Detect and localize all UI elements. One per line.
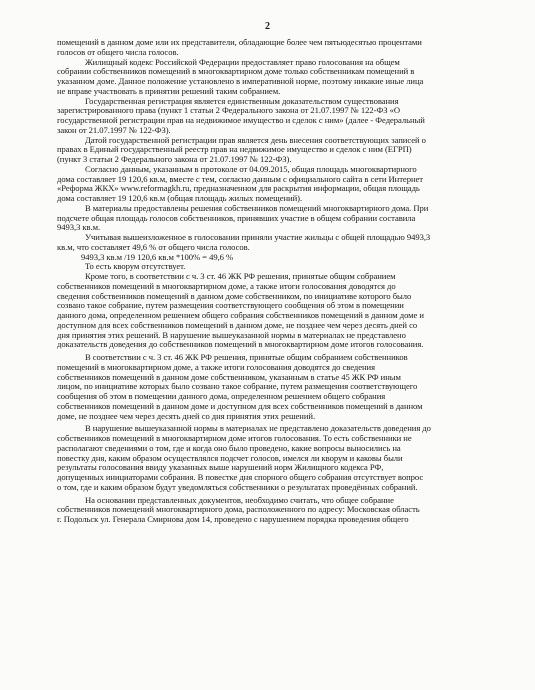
text-line: сообщения об этом в помещении данного дома, определенном решением общего собрания xyxy=(57,392,386,401)
text-line: То есть кворум отсутствует. xyxy=(85,262,186,272)
text-line: помещений в многоквартирном доме, а также итоги голосования доводятся до сведения xyxy=(57,362,375,372)
paragraph xyxy=(57,136,503,165)
text-line: располагают сведениями о том, где и когда оно было проведено, какие вопросы выносились на xyxy=(57,443,401,453)
text-line: дома составляет 19 120,6 кв.м, вместе с тем, согласно данным с официального сайта в сети Интернет xyxy=(57,174,423,184)
text-line: Жилищный кодекс Российской Федерации предоставляет право голосования на общем xyxy=(85,57,400,67)
text-line: В материалы предоставлены решения собственников помещений многоквартирного дома. При xyxy=(85,203,429,213)
text-line: о том, где и каким образом будут уведомляться собственники о результатах проведённых собраний. xyxy=(57,482,418,492)
text-line: не вправе участвовать в принятии решений таким собранием. xyxy=(57,86,281,96)
paragraph xyxy=(57,204,503,233)
text-line: доступном для всех собственников помещений в данном доме, не позднее чем через десять дней со xyxy=(57,320,418,330)
text-line: собственников помещений в многоквартирном доме, а также итоги голосования доводятся до xyxy=(57,281,396,291)
text-line: собственников помещений многоквартирного дома, расположенного по адресу: Московская область xyxy=(57,505,420,515)
text-line: результаты голосования ввиду указанных выше нарушений норм Жилищного кодекса РФ, xyxy=(57,463,384,473)
text-line: собственников помещений в многоквартирном доме итогов голосования. То есть собственники не xyxy=(57,434,412,443)
text-line: дня принятия этих решений. В нарушение вышеуказанной нормы в материалах не представлено xyxy=(57,330,406,340)
text-line: (пункт 3 статьи 2 Федерального закона от 21.07.1997 № 122-ФЗ). xyxy=(57,155,292,164)
text-line: закон от 21.07.1997 № 122-ФЗ). xyxy=(57,125,171,135)
text-line: голосов от общего числа голосов. xyxy=(57,47,179,57)
text-line: доказательств доведения до собственников помещений в многоквартирном доме итогов голосования. xyxy=(57,340,424,350)
text-line: Кроме того, в соответствии с ч. 3 ст. 46 ЖК РФ решения, принятые общим собранием xyxy=(85,272,396,281)
document-body xyxy=(57,38,503,525)
text-line: лицом, по инициативе которых было созвано такое собрание, путем размещения соответствующего xyxy=(57,382,418,392)
text-line: помещений в данном доме или их представители, обладающие более чем пятьюдесятью процентами xyxy=(57,38,422,47)
paragraph xyxy=(57,58,503,97)
text-line: подсчете общая площадь голосов собственников, принявших участие в общем собрании составила xyxy=(57,213,416,223)
paragraph xyxy=(57,262,503,272)
text-line: собственников помещений в данном доме собственником, указанным в статье 45 ЖК РФ иным xyxy=(57,372,401,382)
text-line: собственников помещений в данном доме и доступном для всех собственников помещений в данном xyxy=(57,401,423,411)
text-line: допущенных инициаторами собрания. В повестке дня спорного общего собрания отсутствует вопрос xyxy=(57,473,424,482)
text-line: На основании представленных документов, необходимо считать, что общее собрание xyxy=(85,495,394,505)
text-line: созвано такое собрание, путем размещения соответствующего сообщения об этом в помещении xyxy=(57,301,404,311)
text-line: Согласно данным, указанным в протоколе от 04.09.2015, общая площадь многоквартирного xyxy=(85,164,417,174)
paragraph xyxy=(57,272,503,350)
text-line: 9493,3 кв.м /19 120,6 кв.м *100% = 49,6 % xyxy=(81,252,234,262)
text-line: кв.м, что составляет 49,6 % от общего числа голосов. xyxy=(57,242,250,252)
paragraph xyxy=(57,253,503,263)
text-line: зарегистрированного права (пункт 1 статьи 2 Федерального закона от 21.07.1997 № 122-ФЗ «О xyxy=(57,106,400,116)
text-line: данного дома, определенном решением общего собрания собственников помещений в данном доме и xyxy=(57,311,424,320)
text-line: правах в Единый государственный реестр прав на недвижимое имущество и сделок с ним (ЕГРП) xyxy=(57,145,412,155)
text-line: сведения собственников помещений в данном доме собственником, по инициативе которого было xyxy=(57,291,412,301)
text-line: «Реформа ЖКХ» www.reformagkh.ru, предназначенном для раскрытия информации, общая площадь xyxy=(57,184,420,194)
text-line: государственной регистрации прав на недвижимое имущество и сделок с ним» (далее - Федеральный xyxy=(57,116,425,125)
page-number: 2 xyxy=(265,21,270,32)
paragraph xyxy=(57,353,503,421)
text-line: Учитывая вышеизложенное в голосовании приняли участие жильцы с общей площадью 9493,3 xyxy=(85,233,431,242)
paragraph xyxy=(57,424,503,492)
paragraph xyxy=(57,496,503,525)
text-line: г. Подольск ул. Генерала Смирнова дом 14, проведено с нарушением порядка проведения общего xyxy=(57,515,409,524)
text-line: собрании собственников помещений в многоквартирном доме только собственникам помещений в xyxy=(57,67,415,77)
paragraph xyxy=(57,165,503,204)
text-line: В нарушение вышеуказанной нормы в материалах не представлено доказательств доведения до xyxy=(85,424,431,434)
text-line: 9493,3 кв.м. xyxy=(57,223,101,233)
paragraph xyxy=(57,38,503,58)
text-line: дома составляет 19 120,6 кв.м (общая площадь жилых помещений). xyxy=(57,194,303,203)
paragraph xyxy=(57,233,503,253)
paragraph xyxy=(57,97,503,136)
text-line: В соответствии с ч. 3 ст. 46 ЖК РФ решения, принятые общим собранием собственников xyxy=(85,353,408,362)
text-line: указанном доме. Данное положение установлено в императивной норме, поэтому никакие иные лица xyxy=(57,77,424,86)
text-line: Датой государственной регистрации прав является день внесения соответствующих записей о xyxy=(85,135,426,145)
text-line: доме, не позднее чем через десять дней со дня принятия этих решений. xyxy=(57,411,316,421)
text-line: повестку дня, каким образом осуществлялся подсчет голосов, имелся ли кворум и каковы были xyxy=(57,453,403,463)
text-line: Государственная регистрация является единственным доказательством существования xyxy=(85,96,399,106)
